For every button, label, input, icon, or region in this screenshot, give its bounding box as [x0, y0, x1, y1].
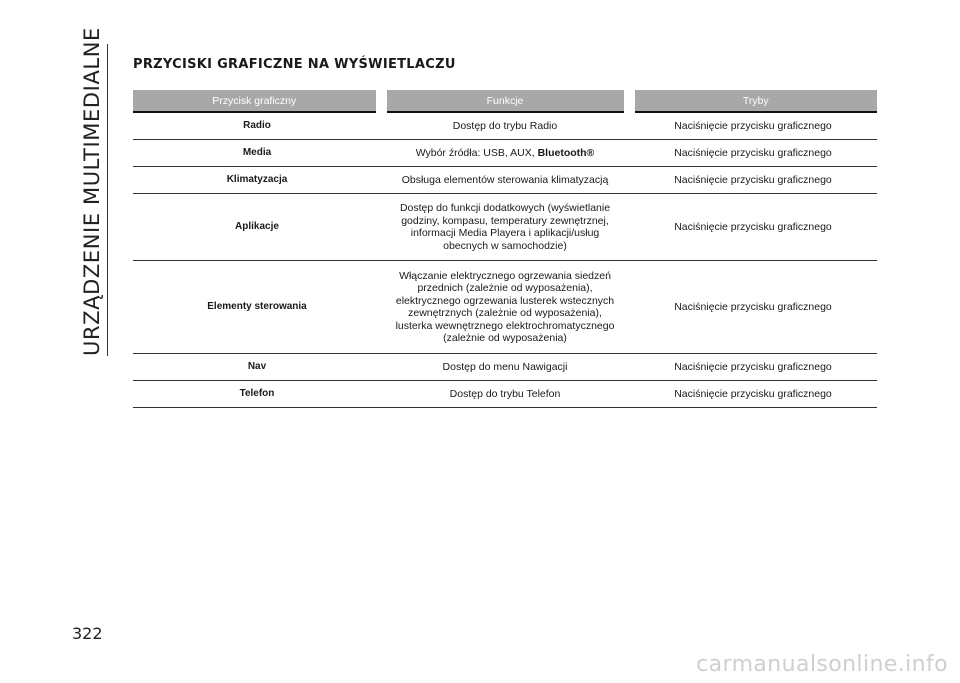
- row-function: Obsługa elementów sterowania klimatyzacją: [381, 167, 629, 194]
- table-row: [133, 261, 877, 354]
- row-button-name: Klimatyzacja: [133, 167, 381, 194]
- row-function: Dostęp do trybu Radio: [381, 112, 629, 140]
- page-number: 322: [72, 624, 103, 643]
- row-mode: Naciśnięcie przycisku graficznego: [629, 112, 877, 140]
- row-mode: Naciśnięcie przycisku graficznego: [629, 261, 877, 354]
- row-button-name: Nav: [133, 354, 381, 381]
- row-function-text: Wybór źródła: USB, AUX,: [415, 146, 538, 159]
- section-title: PRZYCISKI GRAFICZNE NA WYŚWIETLACZU: [133, 57, 456, 72]
- row-button-name: Elementy sterowania: [133, 261, 381, 354]
- table-header-row: [133, 90, 877, 112]
- chapter-title: URZĄDZENIE MULTIMEDIALNE: [80, 27, 104, 356]
- row-mode: Naciśnięcie przycisku graficznego: [629, 381, 877, 408]
- row-function: Dostęp do menu Nawigacji: [381, 354, 629, 381]
- row-function: Włączanie elektrycznego ogrzewania siedzeń przednich (zależnie od wyposażenia), elektrycznego ogrzewania lusterek wstecznych zewnętrznych (zależnie od wyposażenia), lusterka wewnętrznego elektrochromatycznego (zależnie od wyposażenia): [381, 261, 629, 354]
- row-button-name: Aplikacje: [133, 194, 381, 261]
- header-modes: Tryby: [629, 90, 877, 112]
- row-mode: Naciśnięcie przycisku graficznego: [629, 194, 877, 261]
- table-row: [133, 194, 877, 261]
- watermark: carmanualsonline.info: [696, 652, 948, 677]
- row-mode: Naciśnięcie przycisku graficznego: [629, 167, 877, 194]
- table-row: [133, 140, 877, 167]
- table-row: [133, 167, 877, 194]
- row-mode: Naciśnięcie przycisku graficznego: [629, 140, 877, 167]
- row-function-bold: Bluetooth®: [537, 146, 595, 159]
- table-row: [133, 354, 877, 381]
- row-function: [381, 140, 629, 167]
- row-mode: Naciśnięcie przycisku graficznego: [629, 354, 877, 381]
- header-button: Przycisk graficzny: [133, 90, 381, 112]
- chapter-divider: [107, 44, 108, 356]
- buttons-table: [133, 90, 877, 408]
- table-row: [133, 381, 877, 408]
- row-button-name: Media: [133, 140, 381, 167]
- row-button-name: Telefon: [133, 381, 381, 408]
- row-function: Dostęp do funkcji dodatkowych (wyświetlanie godziny, kompasu, temperatury zewnętrznej, informacji Media Playera i aplikacji/usług obecnych w samochodzie): [381, 194, 629, 261]
- table-row: [133, 112, 877, 140]
- row-button-name: Radio: [133, 112, 381, 140]
- header-functions: Funkcje: [381, 90, 629, 112]
- row-function: Dostęp do trybu Telefon: [381, 381, 629, 408]
